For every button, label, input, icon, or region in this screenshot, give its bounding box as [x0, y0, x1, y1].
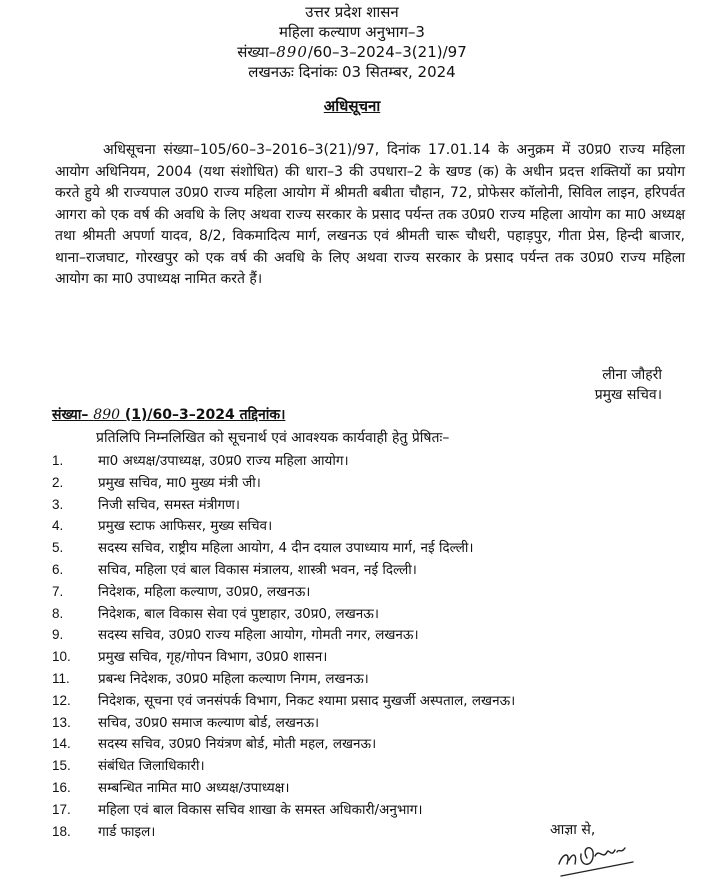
recipient-item [52, 755, 515, 777]
recipient-item [52, 537, 515, 559]
recipient-text: सचिव, उ0प्र0 समाज कल्याण बोर्ड, लखनऊ। [98, 714, 320, 731]
recipient-text: प्रमुख स्टाफ आफिसर, मुख्य सचिव। [98, 518, 273, 535]
recipient-number: 10. [52, 649, 71, 665]
recipient-text: सदस्य सचिव, राष्ट्रीय महिला आयोग, 4 दीन दयाल उपाध्याय मार्ग, नई दिल्ली। [98, 540, 474, 557]
copy-reference-prefix: संख्या– [52, 407, 89, 423]
recipient-number: 17. [52, 801, 71, 817]
recipient-item [52, 712, 515, 734]
recipient-number: 6. [52, 561, 64, 577]
recipient-item [52, 821, 515, 843]
recipient-text: सम्बन्धित नामित मा0 अध्यक्ष/उपाध्यक्ष। [98, 779, 290, 796]
recipient-item [52, 494, 515, 516]
recipient-text: प्रमुख सचिव, गृह/गोपन विभाग, उ0प्र0 शासन। [98, 649, 328, 666]
recipient-number: 4. [52, 518, 64, 534]
recipient-item [52, 690, 515, 712]
copy-reference [52, 405, 285, 424]
recipient-text: गार्ड फाइल। [98, 823, 156, 840]
recipient-text: निदेशक, महिला कल्याण, उ0प्र0, लखनऊ। [98, 583, 311, 600]
recipient-number: 3. [52, 496, 64, 512]
recipient-item [52, 581, 515, 603]
recipient-number: 18. [52, 823, 71, 839]
recipient-text: प्रमुख सचिव, मा0 मुख्य मंत्री जी। [98, 474, 261, 491]
recipient-item [52, 646, 515, 668]
recipient-text: प्रबन्ध निदेशक, उ0प्र0 महिला कल्याण निगम, लखनऊ। [98, 670, 369, 687]
recipient-item [52, 668, 515, 690]
recipient-text: निदेशक, बाल विकास सेवा एवं पुष्टाहार, उ0प्र0, लखनऊ। [98, 605, 379, 622]
recipient-number: 2. [52, 474, 64, 490]
order-number [0, 42, 704, 62]
notification-title: अधिसूचना [323, 97, 381, 115]
recipient-number: 8. [52, 605, 64, 621]
order-number-suffix: /60–3–2024–3(21)/97 [307, 43, 467, 61]
recipient-text: निजी सचिव, समस्त मंत्रीगण। [98, 496, 241, 513]
recipient-text: मा0 अध्यक्ष/उपाध्यक्ष, उ0प्र0 राज्य महिला आयोग। [98, 453, 349, 469]
recipient-number: 14. [52, 736, 71, 752]
signature-icon [555, 838, 645, 878]
copy-reference-suffix: (1)/60–3–2024 तद्दिनांक। [124, 407, 286, 423]
recipient-number: 7. [52, 583, 64, 599]
place-date: लखनऊः दिनांकः 03 सितम्बर, 2024 [248, 63, 456, 81]
recipient-number: 5. [52, 540, 64, 556]
recipient-text: सदस्य सचिव, उ0प्र0 नियंत्रण बोर्ड, मोती महल, लखनऊ। [98, 736, 377, 753]
order-number-prefix: संख्या– [237, 43, 277, 61]
recipient-number: 11. [52, 670, 70, 686]
recipient-item [52, 559, 515, 581]
notification-body: अधिसूचना संख्या–105/60–3–2016–3(21)/97, दिनांक 17.01.14 के अनुक्रम में उ0प्र0 राज्य महिला आयोग अधिनियम, 2004 (यथा संशोधित) की धारा–3 की उपधारा–2 के खण्ड (क) के अधीन प्रदत्त शक्तियों का प्रयोग करते हुये श्री राज्यपाल उ0प्र0 राज्य महिला आयोग में श्रीमती बबीता चौहान, 72, प्रोफेसर कॉलोनी, सिविल लाइन, हरिपर्वत आगरा को एक वर्ष की अवधि के लिए अथवा राज्य सरकार के प्रसाद पर्यन्त तक उ0प्र0 राज्य महिला आयोग का मा0 अध्यक्ष तथा श्रीमती अपर्णा यादव, 8/2, विकमादित्य मार्ग, लखनऊ एवं श्रीमती चारू चौधरी, पहाड़पुर, गीता प्रेस, हिन्दी बाजार, थाना–राजघाट, गोरखपुर को एक वर्ष की अवधि के लिए अथवा राज्य सरकार के प्रसाद पर्यन्त तक उ0प्र0 राज्य महिला आयोग का मा0 उपाध्यक्ष नामित करते हैं। [55, 142, 685, 287]
recipient-item [52, 733, 515, 755]
recipient-text: संबंधित जिलाधिकारी। [98, 758, 205, 775]
recipient-number: 12. [52, 692, 71, 708]
recipient-item [52, 472, 515, 494]
recipient-text: सचिव, महिला एवं बाल विकास मंत्रालय, शास्त्री भवन, नई दिल्ली। [98, 561, 417, 578]
recipient-number: 13. [52, 714, 71, 730]
recipient-item [52, 450, 515, 472]
recipient-number: 9. [52, 627, 64, 643]
closing-text: आज्ञा से, [550, 822, 596, 838]
recipient-text: निदेशक, सूचना एवं जनसंपर्क विभाग, निकट श्यामा प्रसाद मुखर्जी अस्पताल, लखनऊ। [98, 692, 516, 709]
recipient-list [52, 450, 515, 842]
handwritten-number: 890 [276, 43, 308, 61]
recipient-item [52, 624, 515, 646]
copy-intro: प्रतिलिपि निम्नलिखित को सूचनार्थ एवं आवश्यक कार्यवाही हेतु प्रेषितः– [96, 430, 450, 446]
government-name: उत्तर प्रदेश शासन [305, 3, 399, 21]
copy-handwritten-number: 890 [93, 407, 121, 423]
section-name: महिला कल्याण अनुभाग–3 [279, 23, 425, 41]
recipient-item [52, 515, 515, 537]
recipient-text: सदस्य सचिव, उ0प्र0 राज्य महिला आयोग, गोमती नगर, लखनऊ। [98, 627, 419, 644]
recipient-number: 1. [52, 453, 64, 468]
signatory-designation: प्रमुख सचिव। [594, 387, 662, 403]
recipient-item [52, 799, 515, 821]
recipient-item [52, 603, 515, 625]
signatory-name: लीना जौहरी [602, 367, 662, 383]
recipient-text: महिला एवं बाल विकास सचिव शाखा के समस्त अधिकारी/अनुभाग। [98, 801, 423, 818]
recipient-number: 16. [52, 779, 71, 795]
recipient-item [52, 777, 515, 799]
recipient-number: 15. [52, 758, 71, 774]
